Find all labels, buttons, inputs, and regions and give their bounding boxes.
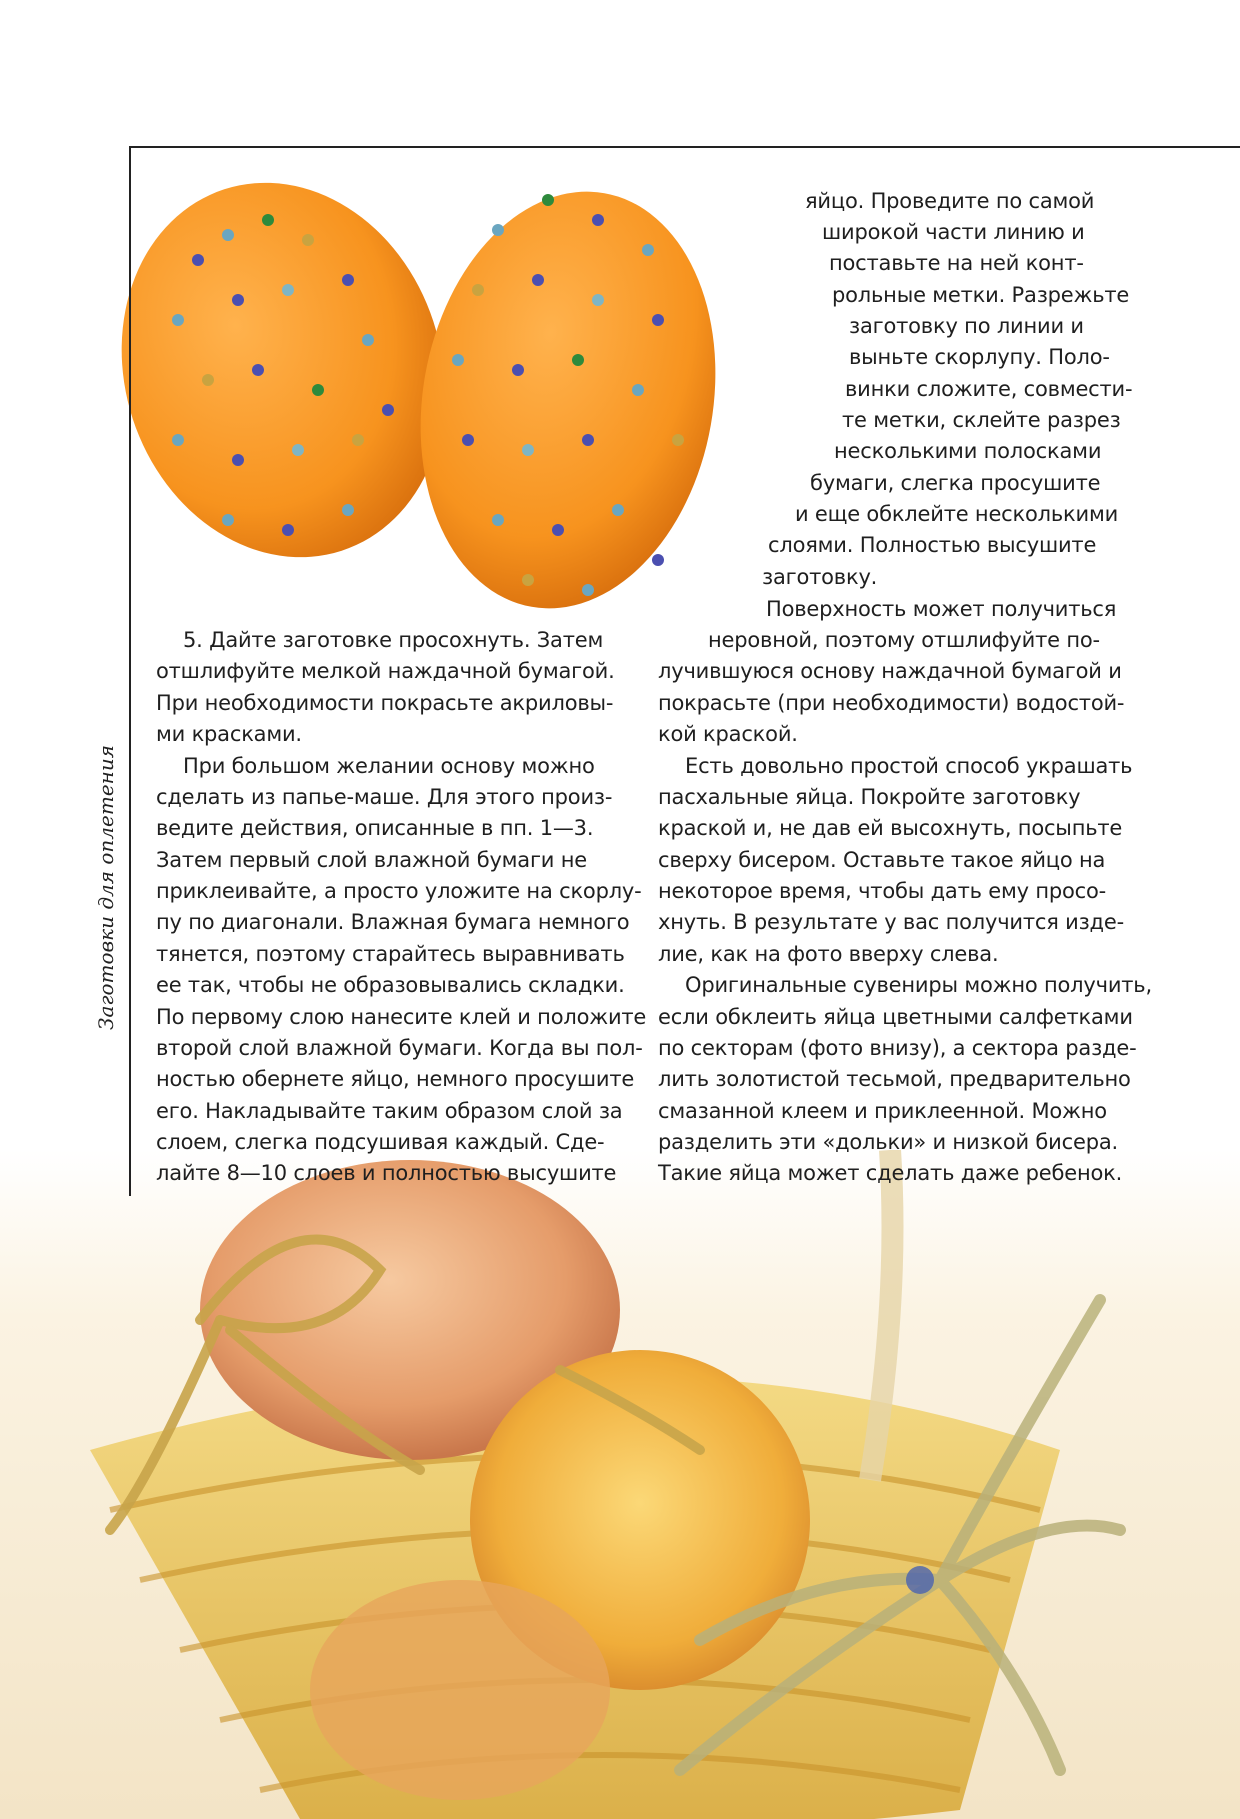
text-line: краской и, не дав ей высохнуть, посыпьте	[658, 816, 1123, 840]
text-line: По первому слою нанесите клей и положите	[156, 1005, 647, 1029]
text-line: поставьте на ней конт-	[829, 251, 1084, 275]
text-line: широкой части линию и	[822, 220, 1085, 244]
text-line: 5. Дайте заготовке просохнуть. Затем	[183, 628, 604, 652]
running-head: Заготовки для оплетения	[94, 745, 118, 1030]
text-line: кой краской.	[658, 722, 798, 746]
beaded-eggs-photo	[118, 140, 838, 640]
text-line: покрасьте (при необходимости) водостой-	[658, 691, 1125, 715]
text-line: яйцо. Проведите по самой	[805, 189, 1095, 213]
text-line: ми красками.	[156, 722, 302, 746]
text-line: выньте скорлупу. Поло-	[849, 345, 1110, 369]
text-line: по секторам (фото внизу), а сектора разде-	[658, 1036, 1137, 1060]
text-line: заготовку.	[762, 565, 878, 589]
text-line: рольные метки. Разрежьте	[832, 283, 1130, 307]
text-line: и еще обклейте несколькими	[795, 502, 1119, 526]
text-line: ностью обернете яйцо, немного просушите	[156, 1067, 635, 1091]
text-line: сверху бисером. Оставьте такое яйцо на	[658, 848, 1106, 872]
text-line: отшлифуйте мелкой наждачной бумагой.	[156, 659, 615, 683]
text-line: слоем, слегка подсушивая каждый. Сде-	[156, 1130, 605, 1154]
text-line: его. Накладывайте таким образом слой за	[156, 1099, 623, 1123]
text-line: неровной, поэтому отшлифуйте по-	[708, 628, 1100, 652]
text-line: смазанной клеем и приклеенной. Можно	[658, 1099, 1107, 1123]
text-line: Есть довольно простой способ украшать	[685, 754, 1133, 778]
text-line: сделать из папье-маше. Для этого произ-	[156, 785, 613, 809]
text-line: винки сложите, совмести-	[845, 377, 1133, 401]
text-line: лайте 8—10 слоев и полностью высушите	[156, 1161, 617, 1185]
text-line: те метки, склейте разрез	[842, 408, 1121, 432]
text-line: заготовку по линии и	[849, 314, 1084, 338]
text-line: несколькими полосками	[834, 439, 1102, 463]
text-line: приклеивайте, а просто уложите на скорлу-	[156, 879, 642, 903]
text-line: При необходимости покрасьте акриловы-	[156, 691, 614, 715]
text-line: ее так, чтобы не образовывались складки.	[156, 973, 625, 997]
text-line: ведите действия, описанные в пп. 1—3.	[156, 816, 594, 840]
text-line: Такие яйца может сделать даже ребенок.	[658, 1161, 1123, 1185]
text-line: хнуть. В результате у вас получится изде-	[658, 910, 1124, 934]
text-line: лучившуюся основу наждачной бумагой и	[658, 659, 1122, 683]
text-line: лие, как на фото вверху слева.	[658, 942, 999, 966]
text-line: если обклеить яйца цветными салфетками	[658, 1005, 1133, 1029]
text-line: пасхальные яйца. Покройте заготовку	[658, 785, 1081, 809]
text-line: лить золотистой тесьмой, предварительно	[658, 1067, 1131, 1091]
text-line: второй слой влажной бумаги. Когда вы пол-	[156, 1036, 643, 1060]
text-line: Оригинальные сувениры можно получить,	[685, 973, 1152, 997]
left-rule	[129, 146, 131, 1196]
text-line: Затем первый слой влажной бумаги не	[156, 848, 587, 872]
text-line: некоторое время, чтобы дать ему просо-	[658, 879, 1107, 903]
top-rule	[129, 146, 1240, 148]
text-line: слоями. Полностью высушите	[768, 533, 1097, 557]
text-line: разделить эти «дольки» и низкой бисера.	[658, 1130, 1118, 1154]
text-line: бумаги, слегка просушите	[810, 471, 1101, 495]
easter-basket-photo	[0, 1150, 1240, 1819]
text-line: тянется, поэтому старайтесь выравнивать	[156, 942, 625, 966]
text-line: При большом желании основу можно	[183, 754, 595, 778]
text-line: пу по диагонали. Влажная бумага немного	[156, 910, 630, 934]
text-line: Поверхность может получиться	[766, 597, 1117, 621]
